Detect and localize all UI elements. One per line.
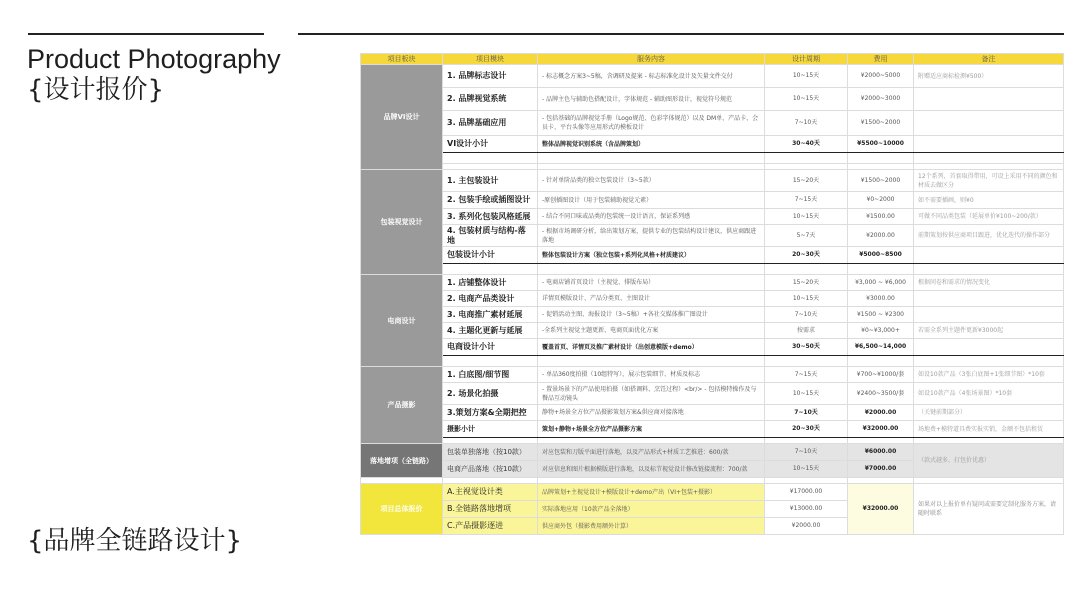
- table-header-row: [361, 54, 1064, 65]
- subtotal-content: 策划+静物+场景全方位产品摄影方案: [538, 421, 765, 438]
- item-name: 4. 包装材质与结构-落地: [443, 225, 538, 247]
- table-row: [361, 65, 1064, 88]
- item-content: -全系列主视觉主题更新、电商页面优化方案: [538, 323, 765, 339]
- item-content: - 品牌主色与辅助色搭配设计，字体规范 - 辅助图形设计，视觉符号规范: [538, 88, 765, 111]
- item-period: 15~20天: [765, 170, 848, 192]
- table-row: [361, 405, 1064, 421]
- item-content: - 电商店铺首页设计（主视觉、排版布局）: [538, 275, 765, 291]
- spacer-row: [361, 153, 1064, 164]
- subtotal-row: [361, 136, 1064, 153]
- table-row: [361, 209, 1064, 225]
- item-note: [914, 88, 1064, 111]
- item-content: - 促销活动主图、海报设计（3~5稿）+各社交媒体推广图设计: [538, 307, 765, 323]
- table-row: [361, 291, 1064, 307]
- item-period: 10~15天: [765, 88, 848, 111]
- item-note: [914, 307, 1064, 323]
- item-period: 7~10天: [765, 405, 848, 421]
- item-note: （款式越多，打包价优惠）: [914, 444, 1064, 478]
- item-name: 3.策划方案&全期把控: [443, 405, 538, 421]
- subtotal-content: 整体品牌视觉识别系统（含品牌策划）: [538, 136, 765, 153]
- table-row: [361, 111, 1064, 136]
- table-row: [361, 444, 1064, 461]
- item-content: - 置景场景下的产品使用拍摄（如搭调料、烹饪过程）<br/> - 包括模特操作及与餐品互动镜头: [538, 383, 765, 405]
- subtotal-fee: ¥6,500~14,000: [848, 339, 914, 356]
- item-name: 1. 店铺整体设计: [443, 275, 538, 291]
- spacer-row: [361, 264, 1064, 275]
- item-note: （关键前期部分）: [914, 405, 1064, 421]
- section-category: 项目总体报价: [361, 484, 443, 535]
- item-content: - 标志概念方案3~5稿，含调研及提案 - 标志标准化设计及矢量文件交付: [538, 65, 765, 88]
- table-row: [361, 367, 1064, 383]
- item-period: 7~10天: [765, 444, 848, 461]
- subtotal-note: [914, 136, 1064, 153]
- section-category: 产品摄影: [361, 367, 443, 444]
- item-name: 3. 品牌基础应用: [443, 111, 538, 136]
- item-name: 2. 电商产品类设计: [443, 291, 538, 307]
- top-rule-left: [28, 33, 264, 35]
- subtotal-period: 20~30天: [765, 421, 848, 438]
- item-content: - 包括基础的品牌视觉手册（Logo规范、色彩字体规范）以及 DM单、产品卡、会员卡、平台头像等应用形式的模板设计: [538, 111, 765, 136]
- item-name: 3. 系列化包装风格延展: [443, 209, 538, 225]
- item-content: -原创插图设计（用于包装辅助视觉元素）: [538, 192, 765, 209]
- subtotal-note: [914, 339, 1064, 356]
- item-fee: ¥2000.00: [848, 405, 914, 421]
- item-fee: ¥1500~2000: [848, 170, 914, 192]
- subtotal-row: [361, 339, 1064, 356]
- item-note: 如设10款产品（3张白底图+1张细节图）*10套: [914, 367, 1064, 383]
- item-content: - 结合不同口味或品类的包装统一设计语言，保证系列感: [538, 209, 765, 225]
- table-row: [361, 307, 1064, 323]
- spacer-row: [361, 356, 1064, 367]
- item-content: 实际落地应用（10款产品全落地）: [538, 501, 765, 518]
- subtotal-name: 摄影小计: [443, 421, 538, 438]
- item-name: 3. 电商推广素材延展: [443, 307, 538, 323]
- item-fee: ¥13000.00: [765, 501, 848, 518]
- item-content: 对应信息和图片根据模版进行落地，以及标节视觉设计修改链接流程：700/款: [538, 461, 765, 478]
- item-content: 详情页模版设计、产品分类页、主图设计: [538, 291, 765, 307]
- subtotal-period: 30~40天: [765, 136, 848, 153]
- item-fee: ¥2000~5000: [848, 65, 914, 88]
- item-name: B.全链路落地增项: [443, 501, 538, 518]
- subtotal-fee: ¥5000~8500: [848, 247, 914, 264]
- header-fee: 费用: [848, 54, 914, 65]
- item-period: 7~10天: [765, 307, 848, 323]
- section-category: 包装视觉设计: [361, 170, 443, 275]
- item-fee: ¥0~¥3,000+: [848, 323, 914, 339]
- subtotal-name: VI设计小计: [443, 136, 538, 153]
- item-period: 7~15天: [765, 367, 848, 383]
- subtotal-fee: ¥5500~10000: [848, 136, 914, 153]
- subtotal-content: 覆盖首页、详情页及推广素材设计（出创意模版+demo）: [538, 339, 765, 356]
- header-note: 备注: [914, 54, 1064, 65]
- item-fee: ¥6000.00: [848, 444, 914, 461]
- item-note: 如不需要插画，则¥0: [914, 192, 1064, 209]
- item-period: 按需求: [765, 323, 848, 339]
- item-fee: ¥1500.00: [848, 209, 914, 225]
- subtotal-row: [361, 247, 1064, 264]
- item-name: 1. 主包装设计: [443, 170, 538, 192]
- subtotal-name: 电商设计小计: [443, 339, 538, 356]
- item-fee: ¥17000.00: [765, 484, 848, 501]
- item-note: [914, 111, 1064, 136]
- item-period: 10~15天: [765, 383, 848, 405]
- item-fee: ¥0~2000: [848, 192, 914, 209]
- subtotal-row: [361, 421, 1064, 438]
- table-row: [361, 323, 1064, 339]
- page-slogan: {品牌全链路设计}: [27, 526, 243, 556]
- item-name: 1. 白底图/细节图: [443, 367, 538, 383]
- item-name: 电商产品落地（按10款）: [443, 461, 538, 478]
- item-fee: ¥3000.00: [848, 291, 914, 307]
- section-category: 落地增项（全链路）: [361, 444, 443, 478]
- table-row: [361, 192, 1064, 209]
- table-row: [361, 225, 1064, 247]
- item-note: 前期策划按供应商项目跟进，优化迭代的操作部分: [914, 225, 1064, 247]
- top-rule-right: [298, 33, 1064, 35]
- subtotal-name: 包装设计小计: [443, 247, 538, 264]
- table-row: [361, 275, 1064, 291]
- item-note: 如设10款产品（4张场景图）*10套: [914, 383, 1064, 405]
- item-content: 品牌策划+主视觉设计+模版设计+demo产出（VI+包装+摄影）: [538, 484, 765, 501]
- item-period: 15~20天: [765, 275, 848, 291]
- subtotal-period: 20~30天: [765, 247, 848, 264]
- item-content: 静物+场景全方位产品摄影策划方案&供应商对接落地: [538, 405, 765, 421]
- item-content: 对应包装和刀版平面进行落地，以及产品形式+材质工艺推进：600/款: [538, 444, 765, 461]
- item-content: 供应商外包（摄影费用额外计算）: [538, 518, 765, 535]
- item-note: 附赠适应商标检测¥500）: [914, 65, 1064, 88]
- header-content: 服务内容: [538, 54, 765, 65]
- item-name: 1. 品牌标志设计: [443, 65, 538, 88]
- quotation-table: [360, 53, 1064, 535]
- item-fee: ¥2000.00: [848, 225, 914, 247]
- item-fee: ¥1500 ~ ¥2300: [848, 307, 914, 323]
- item-period: 10~15天: [765, 209, 848, 225]
- item-note: 根据问卷和需求的情况变化: [914, 275, 1064, 291]
- grand-total: ¥32000.00: [848, 484, 914, 535]
- subtotal-content: 整体包装设计方案（独立包装+系列化风格+材质建议）: [538, 247, 765, 264]
- item-fee: ¥2000~3000: [848, 88, 914, 111]
- item-note: 可做不同品类包装（延展单价¥100~200/款）: [914, 209, 1064, 225]
- subtotal-note: [914, 247, 1064, 264]
- item-fee: ¥3,000 ~ ¥6,000: [848, 275, 914, 291]
- subtotal-note: 场地费+模特道具费实报实销，金额不包括租赁: [914, 421, 1064, 438]
- item-note: 12个系列，首套取得带用，可设上采用不同的颜色和材质去做区分: [914, 170, 1064, 192]
- item-period: 10~15天: [765, 65, 848, 88]
- subtotal-period: 30~50天: [765, 339, 848, 356]
- section-category: 品牌VI设计: [361, 65, 443, 170]
- item-name: A.主视觉设计类: [443, 484, 538, 501]
- item-note: [914, 291, 1064, 307]
- item-name: 包装单独落地（按10款）: [443, 444, 538, 461]
- item-name: 2. 包装手绘或插图设计: [443, 192, 538, 209]
- header-category: 项目板块: [361, 54, 443, 65]
- item-period: 5~7天: [765, 225, 848, 247]
- subtotal-fee: ¥32000.00: [848, 421, 914, 438]
- item-fee: ¥700~¥1000/套: [848, 367, 914, 383]
- item-content: - 根据市场调研分析，给出策划方案，提供专业的包装结构设计建议，供应商跟进落地: [538, 225, 765, 247]
- item-content: - 单品360度拍摄（10组特写），展示包装细节、材质及标志: [538, 367, 765, 383]
- item-name: 2. 场景化拍摄: [443, 383, 538, 405]
- item-period: 7~10天: [765, 111, 848, 136]
- section-category: 电商设计: [361, 275, 443, 367]
- table-row: [361, 170, 1064, 192]
- item-fee: ¥1500~2000: [848, 111, 914, 136]
- item-name: 4. 主题化更新与延展: [443, 323, 538, 339]
- item-period: 10~15天: [765, 291, 848, 307]
- quotation-sheet: [360, 53, 1063, 584]
- header-module: 项目模块: [443, 54, 538, 65]
- page-subtitle: {设计报价}: [27, 75, 165, 105]
- page-title: Product Photography: [27, 44, 281, 74]
- item-period: 7~15天: [765, 192, 848, 209]
- item-note: 若需全系列主题件更新¥3000起: [914, 323, 1064, 339]
- table-row: [361, 383, 1064, 405]
- contact-note: 如果对以上报价单有疑问或需要定制化服务方案，请随时联系: [914, 484, 1064, 535]
- item-fee: ¥7000.00: [848, 461, 914, 478]
- table-row: [361, 484, 1064, 501]
- table-row: [361, 88, 1064, 111]
- item-period: 10~15天: [765, 461, 848, 478]
- header-period: 设计周期: [765, 54, 848, 65]
- item-fee: ¥2400~3500/套: [848, 383, 914, 405]
- item-content: - 针对单阶品类的独立包装设计（3~5款）: [538, 170, 765, 192]
- item-name: C.产品摄影逐进: [443, 518, 538, 535]
- item-name: 2. 品牌视觉系统: [443, 88, 538, 111]
- item-fee: ¥2000.00: [765, 518, 848, 535]
